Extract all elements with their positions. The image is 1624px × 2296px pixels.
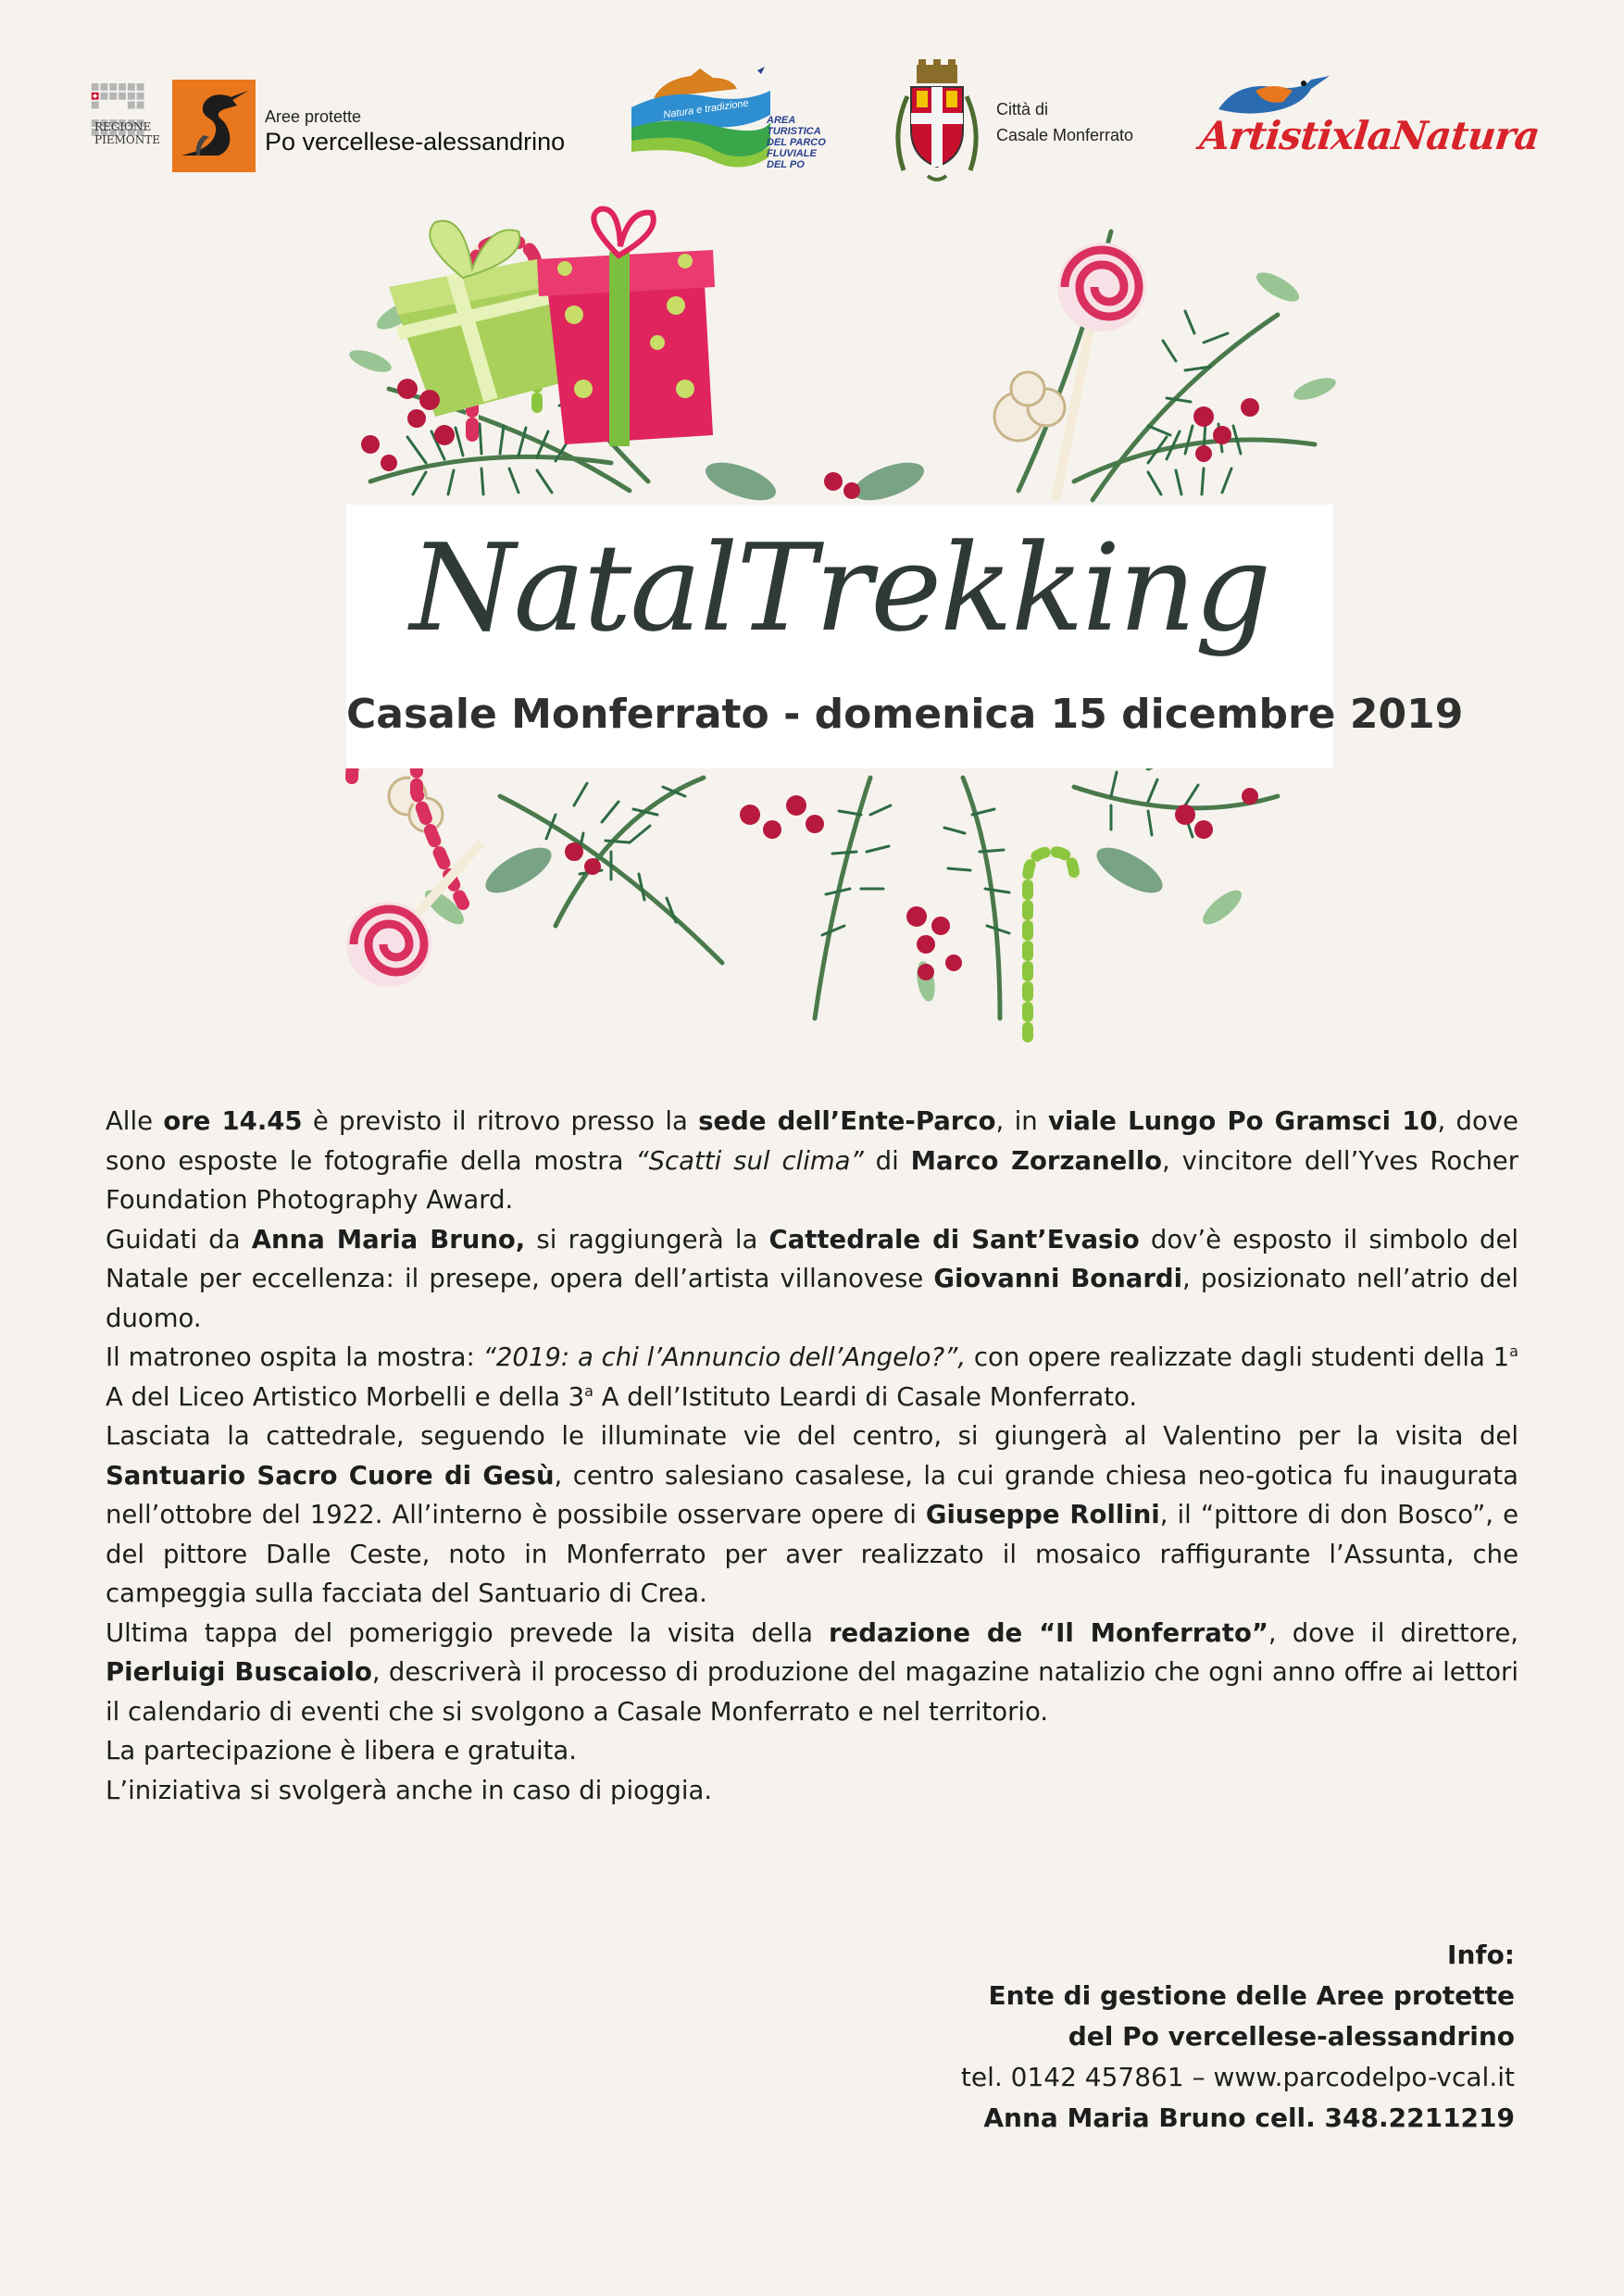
- exhibition-title: “2019: a chi l’Annuncio dell’Angelo?”,: [482, 1342, 967, 1372]
- director-name: Pierluigi Buscaiolo: [106, 1657, 372, 1687]
- exhibition-title: “Scatti sul clima”: [635, 1145, 864, 1176]
- area-turistica-line: DEL PARCO: [767, 137, 826, 148]
- cathedral-name: Cattedrale di Sant’Evasio: [768, 1224, 1140, 1254]
- text-run: , centro salesiano casalese, la cui grande chiesa neo-gotica fu inaugurata nell’ottobre del 1922. All’interno è possibile osservare opere di: [106, 1460, 1518, 1529]
- area-turistica-line: FLUVIALE: [767, 148, 817, 159]
- superscript: a: [584, 1381, 593, 1400]
- text-run: di: [863, 1145, 911, 1176]
- text-run: è previsto il ritrovo presso la: [302, 1106, 699, 1136]
- artisti-per-la-natura-logo: [1197, 72, 1580, 174]
- casale-line2: Casale Monferrato: [996, 126, 1134, 144]
- regione-label: [94, 120, 160, 146]
- newspaper-name: redazione de “Il Monferrato”: [829, 1617, 1268, 1648]
- event-subtitle: Casale Monferrato - domenica 15 dicembre 2019: [346, 691, 1464, 738]
- text-run: Ultima tappa del pomeriggio prevede la visita della: [106, 1617, 829, 1648]
- photographer-name: Marco Zorzanello: [910, 1145, 1163, 1176]
- superscript: a: [1509, 1341, 1518, 1360]
- info-block: [681, 1935, 1515, 2139]
- text-run: A del Liceo Artistico Morbelli e della 3: [106, 1381, 585, 1412]
- santuario-name: Santuario Sacro Cuore di Gesù: [106, 1460, 555, 1491]
- meeting-place: sede dell’Ente-Parco: [698, 1106, 996, 1136]
- text-run: , posizionato nell’atrio del duomo.: [106, 1264, 1518, 1333]
- paragraph-rain: L’iniziativa si svolgerà anche in caso di pioggia.: [106, 1775, 713, 1805]
- regione-piemonte-logo: [74, 83, 174, 168]
- area-turistica-text: [767, 115, 841, 170]
- info-org-line1: Ente di gestione delle Aree protette: [988, 1980, 1515, 2011]
- regione-line1: REGIONE: [94, 120, 152, 133]
- text-run: , dove sono esposte le fotografie della mostra: [106, 1106, 1518, 1176]
- event-description: [106, 1102, 1518, 1810]
- casale-line1: Città di: [996, 100, 1049, 119]
- regione-line2: PIEMONTE: [94, 133, 160, 146]
- info-contact: tel. 0142 457861 – www.parcodelpo-vcal.it: [960, 2062, 1515, 2092]
- text-run: dov’è esposto il simbolo del Natale per eccellenza: il presepe, opera dell’artista villanovese: [106, 1224, 1519, 1293]
- text-run: , descriverà il processo di produzione del magazine natalizio che ogni anno offre ai lettori il calendario di eventi che si svolgono a Casale Monferrato e nel territorio.: [106, 1657, 1518, 1727]
- text-run: A dell’Istituto Leardi di Casale Monferrato.: [593, 1381, 1138, 1412]
- text-run: , il “pittore di don Bosco”, e del pittore Dalle Ceste, noto in Monferrato per aver realizzato il mosaico raffigurante l’Assunta, che campeggia sulla facciata del Santuario di Crea.: [106, 1500, 1518, 1608]
- paragraph-santuario: [106, 1416, 1518, 1614]
- meeting-time: ore 14.45: [163, 1106, 303, 1136]
- crest-icon: [891, 59, 983, 189]
- info-label: Info:: [1447, 1940, 1515, 1970]
- meeting-address: viale Lungo Po Gramsci 10: [1047, 1106, 1438, 1136]
- artist-name: Giovanni Bonardi: [933, 1264, 1183, 1293]
- casale-monferrato-logo: [891, 59, 1168, 189]
- aree-protette-small: Aree protette: [265, 107, 362, 126]
- area-turistica-line: AREA: [767, 115, 796, 126]
- area-turistica-line: DEL PO: [767, 159, 805, 170]
- artisti-wordmark: ArtistixlaNatura: [1197, 113, 1542, 158]
- heron-icon: [172, 80, 256, 172]
- text-run: , in: [995, 1106, 1048, 1136]
- text-run: , dove il direttore,: [1268, 1617, 1518, 1648]
- paragraph-redazione: [106, 1614, 1518, 1732]
- aree-protette-logo: [172, 80, 607, 176]
- logo-bar: [0, 0, 1624, 194]
- text-run: , vincitore dell’Yves Rocher Foundation Photography Award.: [106, 1145, 1519, 1215]
- text-run: con opere realizzate dagli studenti della 1: [966, 1342, 1510, 1372]
- area-turistica-line: TURISTICA: [767, 126, 821, 137]
- page-title: NatalTrekking: [409, 518, 1270, 658]
- area-turistica-logo: [626, 61, 835, 185]
- paragraph-meeting: [106, 1102, 1518, 1220]
- paragraph-matroneo: [106, 1338, 1518, 1416]
- aree-protette-big: Po vercellese-alessandrino: [265, 128, 566, 156]
- text-run: si raggiungerà la: [525, 1224, 769, 1254]
- text-run: Il matroneo ospita la mostra:: [106, 1342, 483, 1372]
- info-org-line2: del Po vercellese-alessandrino: [1068, 2021, 1515, 2052]
- casale-label: [996, 96, 1133, 148]
- area-turistica-banner: Natura e tradizione: [662, 97, 750, 121]
- text-run: Guidati da: [106, 1224, 252, 1254]
- guide-name: Anna Maria Bruno,: [251, 1224, 526, 1254]
- paragraph-cathedral: [106, 1220, 1518, 1339]
- text-run: Lasciata la cattedrale, seguendo le illuminate vie del centro, si giungerà al Valentino per la visita del: [106, 1421, 1518, 1451]
- paragraph-free: La partecipazione è libera e gratuita.: [106, 1736, 578, 1766]
- text-run: Alle: [106, 1106, 164, 1136]
- painter-name: Giuseppe Rollini: [925, 1500, 1160, 1529]
- info-phone: Anna Maria Bruno cell. 348.2211219: [983, 2103, 1515, 2133]
